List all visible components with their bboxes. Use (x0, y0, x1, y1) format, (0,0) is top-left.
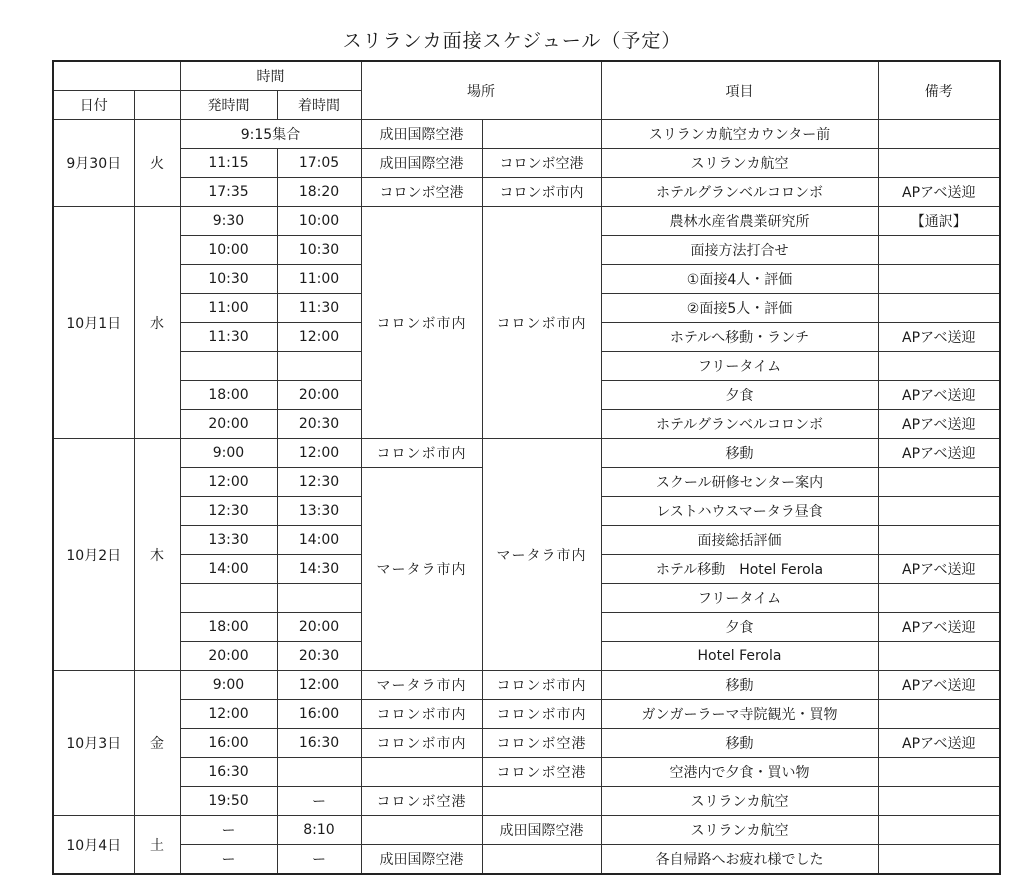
item-cell: フリータイム (601, 352, 878, 381)
note-cell (878, 845, 1000, 875)
note-cell (878, 787, 1000, 816)
depart-cell: 16:30 (180, 758, 277, 787)
item-cell: フリータイム (601, 584, 878, 613)
depart-cell: 13:30 (180, 526, 277, 555)
table-row (53, 671, 1000, 700)
note-cell (878, 352, 1000, 381)
arrive-cell: 8:10 (277, 816, 361, 845)
arrive-cell: 18:20 (277, 178, 361, 207)
item-cell: 移動 (601, 671, 878, 700)
arrive-cell: 10:30 (277, 236, 361, 265)
depart-cell: 12:30 (180, 497, 277, 526)
note-cell (878, 497, 1000, 526)
place-from-cell (361, 816, 482, 845)
note-cell: APアベ送迎 (878, 381, 1000, 410)
header-depart: 発時間 (180, 91, 277, 120)
place-to-cell: コロンボ市内 (482, 178, 601, 207)
note-cell: APアベ送迎 (878, 439, 1000, 468)
place-to-cell: コロンボ市内 (482, 700, 601, 729)
place-from-cell: コロンボ市内 (361, 207, 482, 439)
depart-cell (180, 584, 277, 613)
note-cell (878, 294, 1000, 323)
weekday-cell: 水 (134, 207, 180, 439)
table-row (53, 845, 1000, 875)
date-cell: 10月3日 (53, 671, 134, 816)
place-to-cell: コロンボ空港 (482, 758, 601, 787)
table-row (53, 758, 1000, 787)
depart-cell: 10:00 (180, 236, 277, 265)
note-cell: APアベ送迎 (878, 178, 1000, 207)
depart-cell: 10:30 (180, 265, 277, 294)
arrive-cell: ー (277, 845, 361, 875)
depart-cell: 11:15 (180, 149, 277, 178)
place-to-cell (482, 845, 601, 875)
table-row (53, 700, 1000, 729)
arrive-cell: 20:00 (277, 381, 361, 410)
header-time: 時間 (180, 61, 361, 91)
place-to-cell (482, 120, 601, 149)
header-blank (53, 61, 180, 91)
place-to-cell: マータラ市内 (482, 439, 601, 671)
arrive-cell: 12:00 (277, 671, 361, 700)
item-cell: スリランカ航空カウンター前 (601, 120, 878, 149)
item-cell: ホテルグランベルコロンボ (601, 410, 878, 439)
table-row (53, 729, 1000, 758)
arrive-cell: 16:00 (277, 700, 361, 729)
weekday-cell: 火 (134, 120, 180, 207)
depart-cell: 19:50 (180, 787, 277, 816)
note-cell (878, 816, 1000, 845)
date-cell: 9月30日 (53, 120, 134, 207)
arrive-cell: 20:00 (277, 613, 361, 642)
table-row (53, 178, 1000, 207)
table-row (53, 149, 1000, 178)
weekday-cell: 土 (134, 816, 180, 875)
item-cell: 各自帰路へお疲れ様でした (601, 845, 878, 875)
item-cell: 面接総括評価 (601, 526, 878, 555)
arrive-cell: 14:30 (277, 555, 361, 584)
table-row (53, 816, 1000, 845)
place-from-cell: コロンボ市内 (361, 700, 482, 729)
note-cell (878, 700, 1000, 729)
arrive-cell: 11:30 (277, 294, 361, 323)
header-notes: 備考 (878, 61, 1000, 120)
item-cell: ホテル移動 Hotel Ferola (601, 555, 878, 584)
arrive-cell: 13:30 (277, 497, 361, 526)
item-cell: ガンガーラーマ寺院観光・買物 (601, 700, 878, 729)
note-cell (878, 468, 1000, 497)
note-cell: APアベ送迎 (878, 729, 1000, 758)
time-cell: 9:15集合 (180, 120, 361, 149)
arrive-cell: ー (277, 787, 361, 816)
depart-cell (180, 352, 277, 381)
table-row (53, 787, 1000, 816)
item-cell: ②面接5人・評価 (601, 294, 878, 323)
date-cell: 10月2日 (53, 439, 134, 671)
depart-cell: 12:00 (180, 700, 277, 729)
depart-cell: 20:00 (180, 410, 277, 439)
place-to-cell: コロンボ空港 (482, 149, 601, 178)
item-cell: 移動 (601, 439, 878, 468)
item-cell: スリランカ航空 (601, 787, 878, 816)
note-cell (878, 265, 1000, 294)
header-weekday (134, 91, 180, 120)
item-cell: 空港内で夕食・買い物 (601, 758, 878, 787)
note-cell: APアベ送迎 (878, 555, 1000, 584)
table-row (53, 439, 1000, 468)
header-item: 項目 (601, 61, 878, 120)
arrive-cell: 12:30 (277, 468, 361, 497)
depart-cell: 11:30 (180, 323, 277, 352)
place-to-cell: コロンボ市内 (482, 671, 601, 700)
arrive-cell (277, 352, 361, 381)
place-from-cell: コロンボ市内 (361, 729, 482, 758)
place-from-cell: 成田国際空港 (361, 845, 482, 875)
note-cell (878, 526, 1000, 555)
note-cell: APアベ送迎 (878, 410, 1000, 439)
place-from-cell (361, 758, 482, 787)
note-cell (878, 584, 1000, 613)
item-cell: Hotel Ferola (601, 642, 878, 671)
arrive-cell: 14:00 (277, 526, 361, 555)
depart-cell: 12:00 (180, 468, 277, 497)
place-from-cell: マータラ市内 (361, 468, 482, 671)
note-cell: APアベ送迎 (878, 613, 1000, 642)
place-to-cell: コロンボ空港 (482, 729, 601, 758)
page-title: スリランカ面接スケジュール（予定） (342, 30, 682, 52)
item-cell: 面接方法打合せ (601, 236, 878, 265)
arrive-cell: 10:00 (277, 207, 361, 236)
weekday-cell: 金 (134, 671, 180, 816)
arrive-cell: 11:00 (277, 265, 361, 294)
item-cell: スリランカ航空 (601, 149, 878, 178)
item-cell: スクール研修センター案内 (601, 468, 878, 497)
depart-cell: 11:00 (180, 294, 277, 323)
item-cell: ホテルへ移動・ランチ (601, 323, 878, 352)
arrive-cell: 20:30 (277, 642, 361, 671)
item-cell: 移動 (601, 729, 878, 758)
header-place: 場所 (361, 61, 601, 120)
header-arrive: 着時間 (277, 91, 361, 120)
depart-cell: 14:00 (180, 555, 277, 584)
arrive-cell: 12:00 (277, 439, 361, 468)
item-cell: 夕食 (601, 613, 878, 642)
place-to-cell (482, 787, 601, 816)
item-cell: ①面接4人・評価 (601, 265, 878, 294)
item-cell: 農林水産省農業研究所 (601, 207, 878, 236)
item-cell: 夕食 (601, 381, 878, 410)
arrive-cell (277, 584, 361, 613)
table-row (53, 207, 1000, 236)
date-cell: 10月1日 (53, 207, 134, 439)
depart-cell: 20:00 (180, 642, 277, 671)
depart-cell: ー (180, 816, 277, 845)
note-cell (878, 758, 1000, 787)
place-to-cell: コロンボ市内 (482, 207, 601, 439)
depart-cell: 9:00 (180, 439, 277, 468)
item-cell: ホテルグランベルコロンボ (601, 178, 878, 207)
schedule-table (52, 60, 1001, 875)
weekday-cell: 木 (134, 439, 180, 671)
depart-cell: 9:00 (180, 671, 277, 700)
depart-cell: 18:00 (180, 613, 277, 642)
table-row (53, 120, 1000, 149)
note-cell: APアベ送迎 (878, 671, 1000, 700)
place-from-cell: コロンボ空港 (361, 787, 482, 816)
note-cell (878, 236, 1000, 265)
arrive-cell: 17:05 (277, 149, 361, 178)
place-from-cell: コロンボ空港 (361, 178, 482, 207)
note-cell (878, 149, 1000, 178)
arrive-cell: 12:00 (277, 323, 361, 352)
arrive-cell: 20:30 (277, 410, 361, 439)
place-from-cell: コロンボ市内 (361, 439, 482, 468)
depart-cell: 9:30 (180, 207, 277, 236)
arrive-cell (277, 758, 361, 787)
header-date: 日付 (53, 91, 134, 120)
depart-cell: 18:00 (180, 381, 277, 410)
item-cell: レストハウスマータラ昼食 (601, 497, 878, 526)
depart-cell: 16:00 (180, 729, 277, 758)
depart-cell: 17:35 (180, 178, 277, 207)
place-from-cell: マータラ市内 (361, 671, 482, 700)
place-from-cell: 成田国際空港 (361, 149, 482, 178)
item-cell: スリランカ航空 (601, 816, 878, 845)
date-cell: 10月4日 (53, 816, 134, 875)
place-from-cell: 成田国際空港 (361, 120, 482, 149)
depart-cell: ー (180, 845, 277, 875)
place-to-cell: 成田国際空港 (482, 816, 601, 845)
arrive-cell: 16:30 (277, 729, 361, 758)
note-cell (878, 120, 1000, 149)
note-cell: APアベ送迎 (878, 323, 1000, 352)
note-cell: 【通訳】 (878, 207, 1000, 236)
note-cell (878, 642, 1000, 671)
